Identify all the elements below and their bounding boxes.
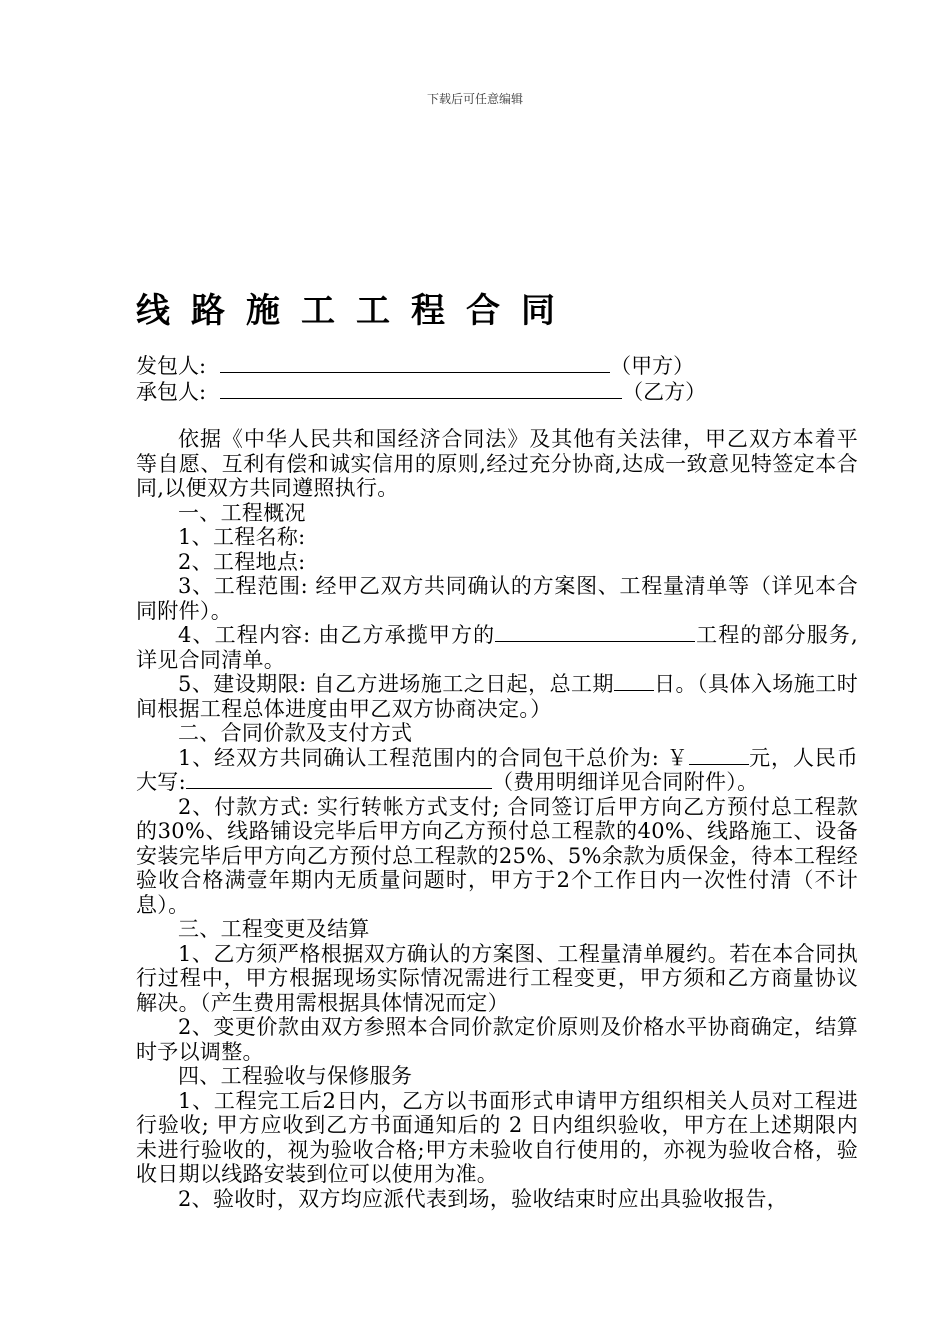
contractor-blank[interactable] [220, 380, 622, 399]
section-4-heading: 四、工程验收与保修服务 [178, 1064, 413, 1088]
section-2-heading: 二、合同价款及支付方式 [178, 721, 413, 745]
section-1-heading: 一、工程概况 [178, 500, 306, 525]
employer-blank[interactable] [220, 354, 610, 373]
clause-3-1: 1、乙方须严格根据双方确认的方案图、工程量清单履约。若在本合同执行过程中，甲方根据现场实际情况需进行工程变更，甲方须和乙方商量协议解决。（产生费用需根据具体情况而定） [136, 941, 858, 1015]
clause-1-1: 1、工程名称: [178, 525, 306, 549]
duration-blank[interactable] [614, 672, 654, 691]
clause-1-4 [136, 623, 858, 672]
clause-2-2: 2、付款方式: 实行转帐方式支付; 合同签订后甲方向乙方预付总工程款的30%、线路铺设完毕后甲方向乙方预付总工程款的40%、线路施工、设备安装完毕后甲方向乙方预付总工程款的25%、5%余款为质保金，待本工程经验收合格满壹年期内无质量问题时，甲方于2个工作日内一次性付清（不计息）。 [136, 794, 858, 917]
clause-2-1-start: 1、经双方共同确认工程范围内的合同包干总价为: ￥ [178, 745, 689, 770]
project-name-blank[interactable] [495, 623, 695, 642]
document-title: 线路施工工程合同 [136, 291, 576, 331]
employer-line [136, 353, 694, 379]
clause-1-5 [136, 672, 858, 721]
price-in-words-blank[interactable] [186, 770, 492, 789]
clause-1-4-end: 工程的部分服务,详见合同清单。 [136, 623, 858, 672]
clause-1-5-start: 5、建设期限: 自乙方进场施工之日起，总工期 [178, 672, 614, 696]
clause-1-3: 3、工程范围: 经甲乙双方共同确认的方案图、工程量清单等（详见本合同附件）。 [136, 574, 858, 623]
clause-2-1-mid: 元，人民币大写: [136, 745, 859, 794]
clause-2-1-end: （费用明细详见合同附件）。 [491, 770, 759, 794]
price-blank[interactable] [689, 746, 749, 765]
page-header-note: 下载后可任意编辑 [426, 92, 523, 106]
clause-1-2: 2、工程地点: [178, 549, 306, 574]
intro-paragraph: 依据《中华人民共和国经济合同法》及其他有关法律，甲乙双方本着平等自愿、互利有偿和诚实信用的原则,经过充分协商,达成一致意见特签定本合同,以便双方共同遵照执行。 [136, 427, 858, 500]
section-3-heading: 三、工程变更及结算 [178, 917, 370, 941]
contractor-suffix: （乙方） [622, 380, 707, 404]
clause-1-5-end: 日。（具体入场施工时间根据工程总体进度由甲乙双方协商决定。） [136, 672, 858, 721]
contractor-label: 承包人: [136, 380, 207, 404]
employer-label: 发包人: [136, 354, 207, 378]
clause-4-1: 1、工程完工后2日内，乙方以书面形式申请甲方组织相关人员对工程进行验收; 甲方应收到乙方书面通知后的 2 日内组织验收，甲方在上述期限内未进行验收的，视为验收合格;甲方未验收自行使用的，亦视为验收合格，验收日期以线路安装到位可以使用为准。 [136, 1088, 858, 1186]
contract-body [136, 427, 858, 1211]
clause-4-2: 2、验收时，双方均应派代表到场，验收结束时应出具验收报告， [178, 1186, 789, 1211]
contractor-line [136, 379, 706, 405]
employer-suffix: （甲方） [610, 354, 695, 378]
clause-1-4-start: 4、工程内容: 由乙方承揽甲方的 [178, 623, 496, 647]
clause-2-1 [136, 746, 858, 795]
clause-3-2: 2、变更价款由双方参照本合同价款定价原则及价格水平协商确定，结算时予以调整。 [136, 1015, 858, 1064]
